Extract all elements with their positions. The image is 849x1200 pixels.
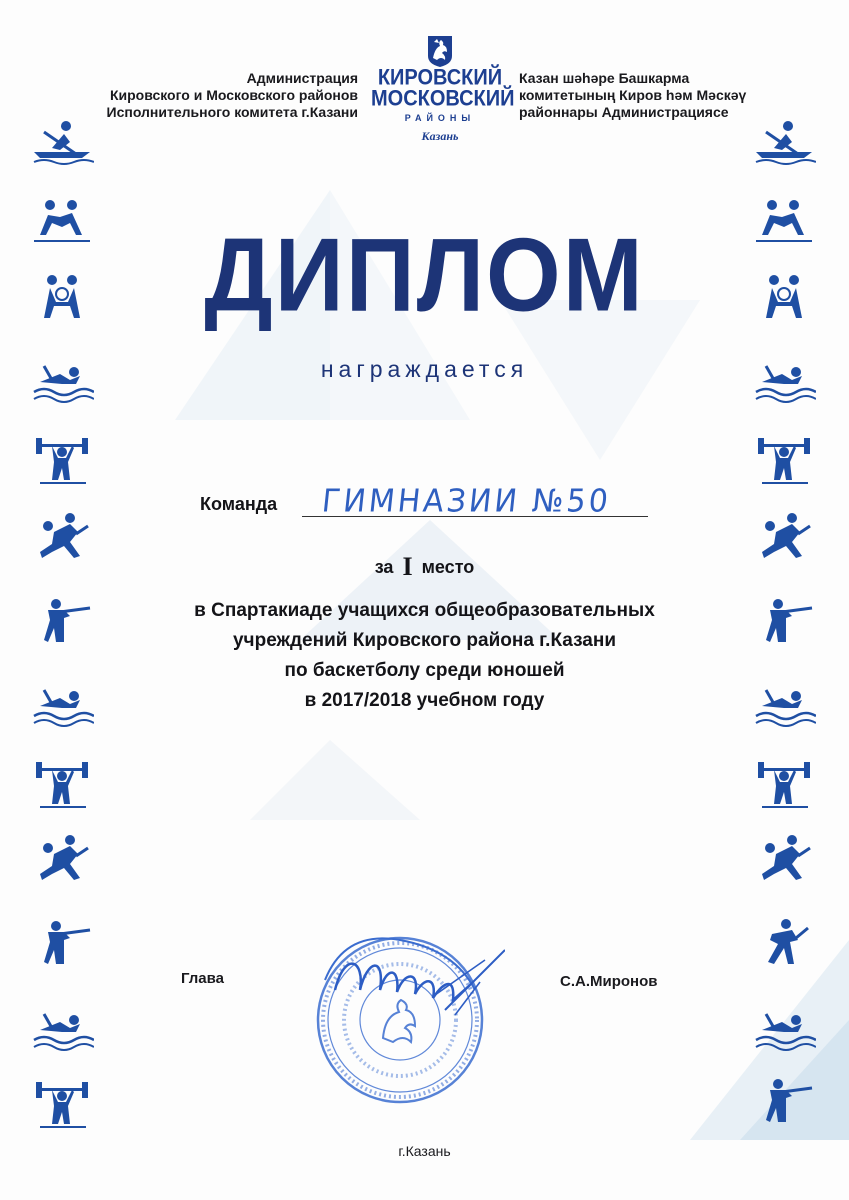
swimming-icon xyxy=(30,680,94,730)
signatory-title: Глава xyxy=(181,970,224,987)
description-line: в 2017/2018 учебном году xyxy=(304,690,545,711)
header-left-line: Кировского и Московского районов xyxy=(109,87,358,103)
diploma-subtitle: награждается xyxy=(320,356,529,382)
header-right-line: комитетының Киров һәм Мәскәү xyxy=(519,87,747,103)
team-name-handwritten: ГИМНАЗИИ №50 xyxy=(320,483,613,520)
place-suffix: место xyxy=(421,557,475,577)
city-footer: г.Казань xyxy=(398,1143,451,1159)
team-label: Команда xyxy=(200,494,278,514)
weightlifting-icon xyxy=(752,760,816,810)
logo-line-moskovsky: МОСКОВСКИЙ xyxy=(371,86,515,112)
shooting-icon xyxy=(752,1076,816,1126)
swimming-icon xyxy=(752,356,816,406)
logo-line-rayony: РАЙОНЫ xyxy=(404,113,476,123)
weightlifting-icon xyxy=(752,436,816,486)
rowing-icon xyxy=(752,118,816,168)
header-left-line: Исполнительного комитета г.Казани xyxy=(106,104,358,120)
place-line xyxy=(0,552,849,582)
basketball-icon xyxy=(752,272,816,322)
weightlifting-icon xyxy=(30,436,94,486)
shooting-icon xyxy=(30,918,94,968)
shooting-icon xyxy=(30,596,94,646)
wrestling-icon xyxy=(752,195,816,245)
swimming-icon xyxy=(752,680,816,730)
header-left-line: Администрация xyxy=(246,70,358,86)
logo-line-kirovsky: КИРОВСКИЙ xyxy=(377,65,503,91)
wrestling-icon xyxy=(30,195,94,245)
header-left-text xyxy=(70,70,358,121)
weightlifting-icon xyxy=(30,760,94,810)
athletics-icon xyxy=(752,918,816,968)
shooting-icon xyxy=(752,596,816,646)
swimming-icon xyxy=(30,1004,94,1054)
swimming-icon xyxy=(752,1004,816,1054)
place-number: I xyxy=(402,552,413,581)
team-row xyxy=(200,483,650,522)
judo-icon xyxy=(752,512,816,562)
rowing-icon xyxy=(30,118,94,168)
description-line: в Спартакиаде учащихся общеобразовательных xyxy=(194,600,655,621)
place-prefix: за xyxy=(374,557,394,577)
judo-icon xyxy=(30,834,94,884)
judo-icon xyxy=(30,512,94,562)
district-logo xyxy=(371,34,515,164)
description-line: учреждений Кировского района г.Казани xyxy=(232,630,617,651)
award-description xyxy=(0,596,849,716)
signatory-name: С.А.Миронов xyxy=(560,973,658,990)
header-right-text xyxy=(519,70,819,121)
header-right-line: Казан шәһәре Башкарма xyxy=(519,70,690,86)
snow-leopard-dragon-emblem-icon xyxy=(425,34,455,68)
basketball-icon xyxy=(30,272,94,322)
diploma-title: ДИПЛОМ xyxy=(204,217,645,334)
weightlifting-icon xyxy=(30,1080,94,1130)
swimming-icon xyxy=(30,356,94,406)
official-seal-stamp xyxy=(305,920,505,1120)
logo-line-kazan: Казань xyxy=(421,129,459,143)
judo-icon xyxy=(752,834,816,884)
header-right-line: районнары Администрациясе xyxy=(519,104,729,120)
description-line: по баскетболу среди юношей xyxy=(284,660,565,681)
